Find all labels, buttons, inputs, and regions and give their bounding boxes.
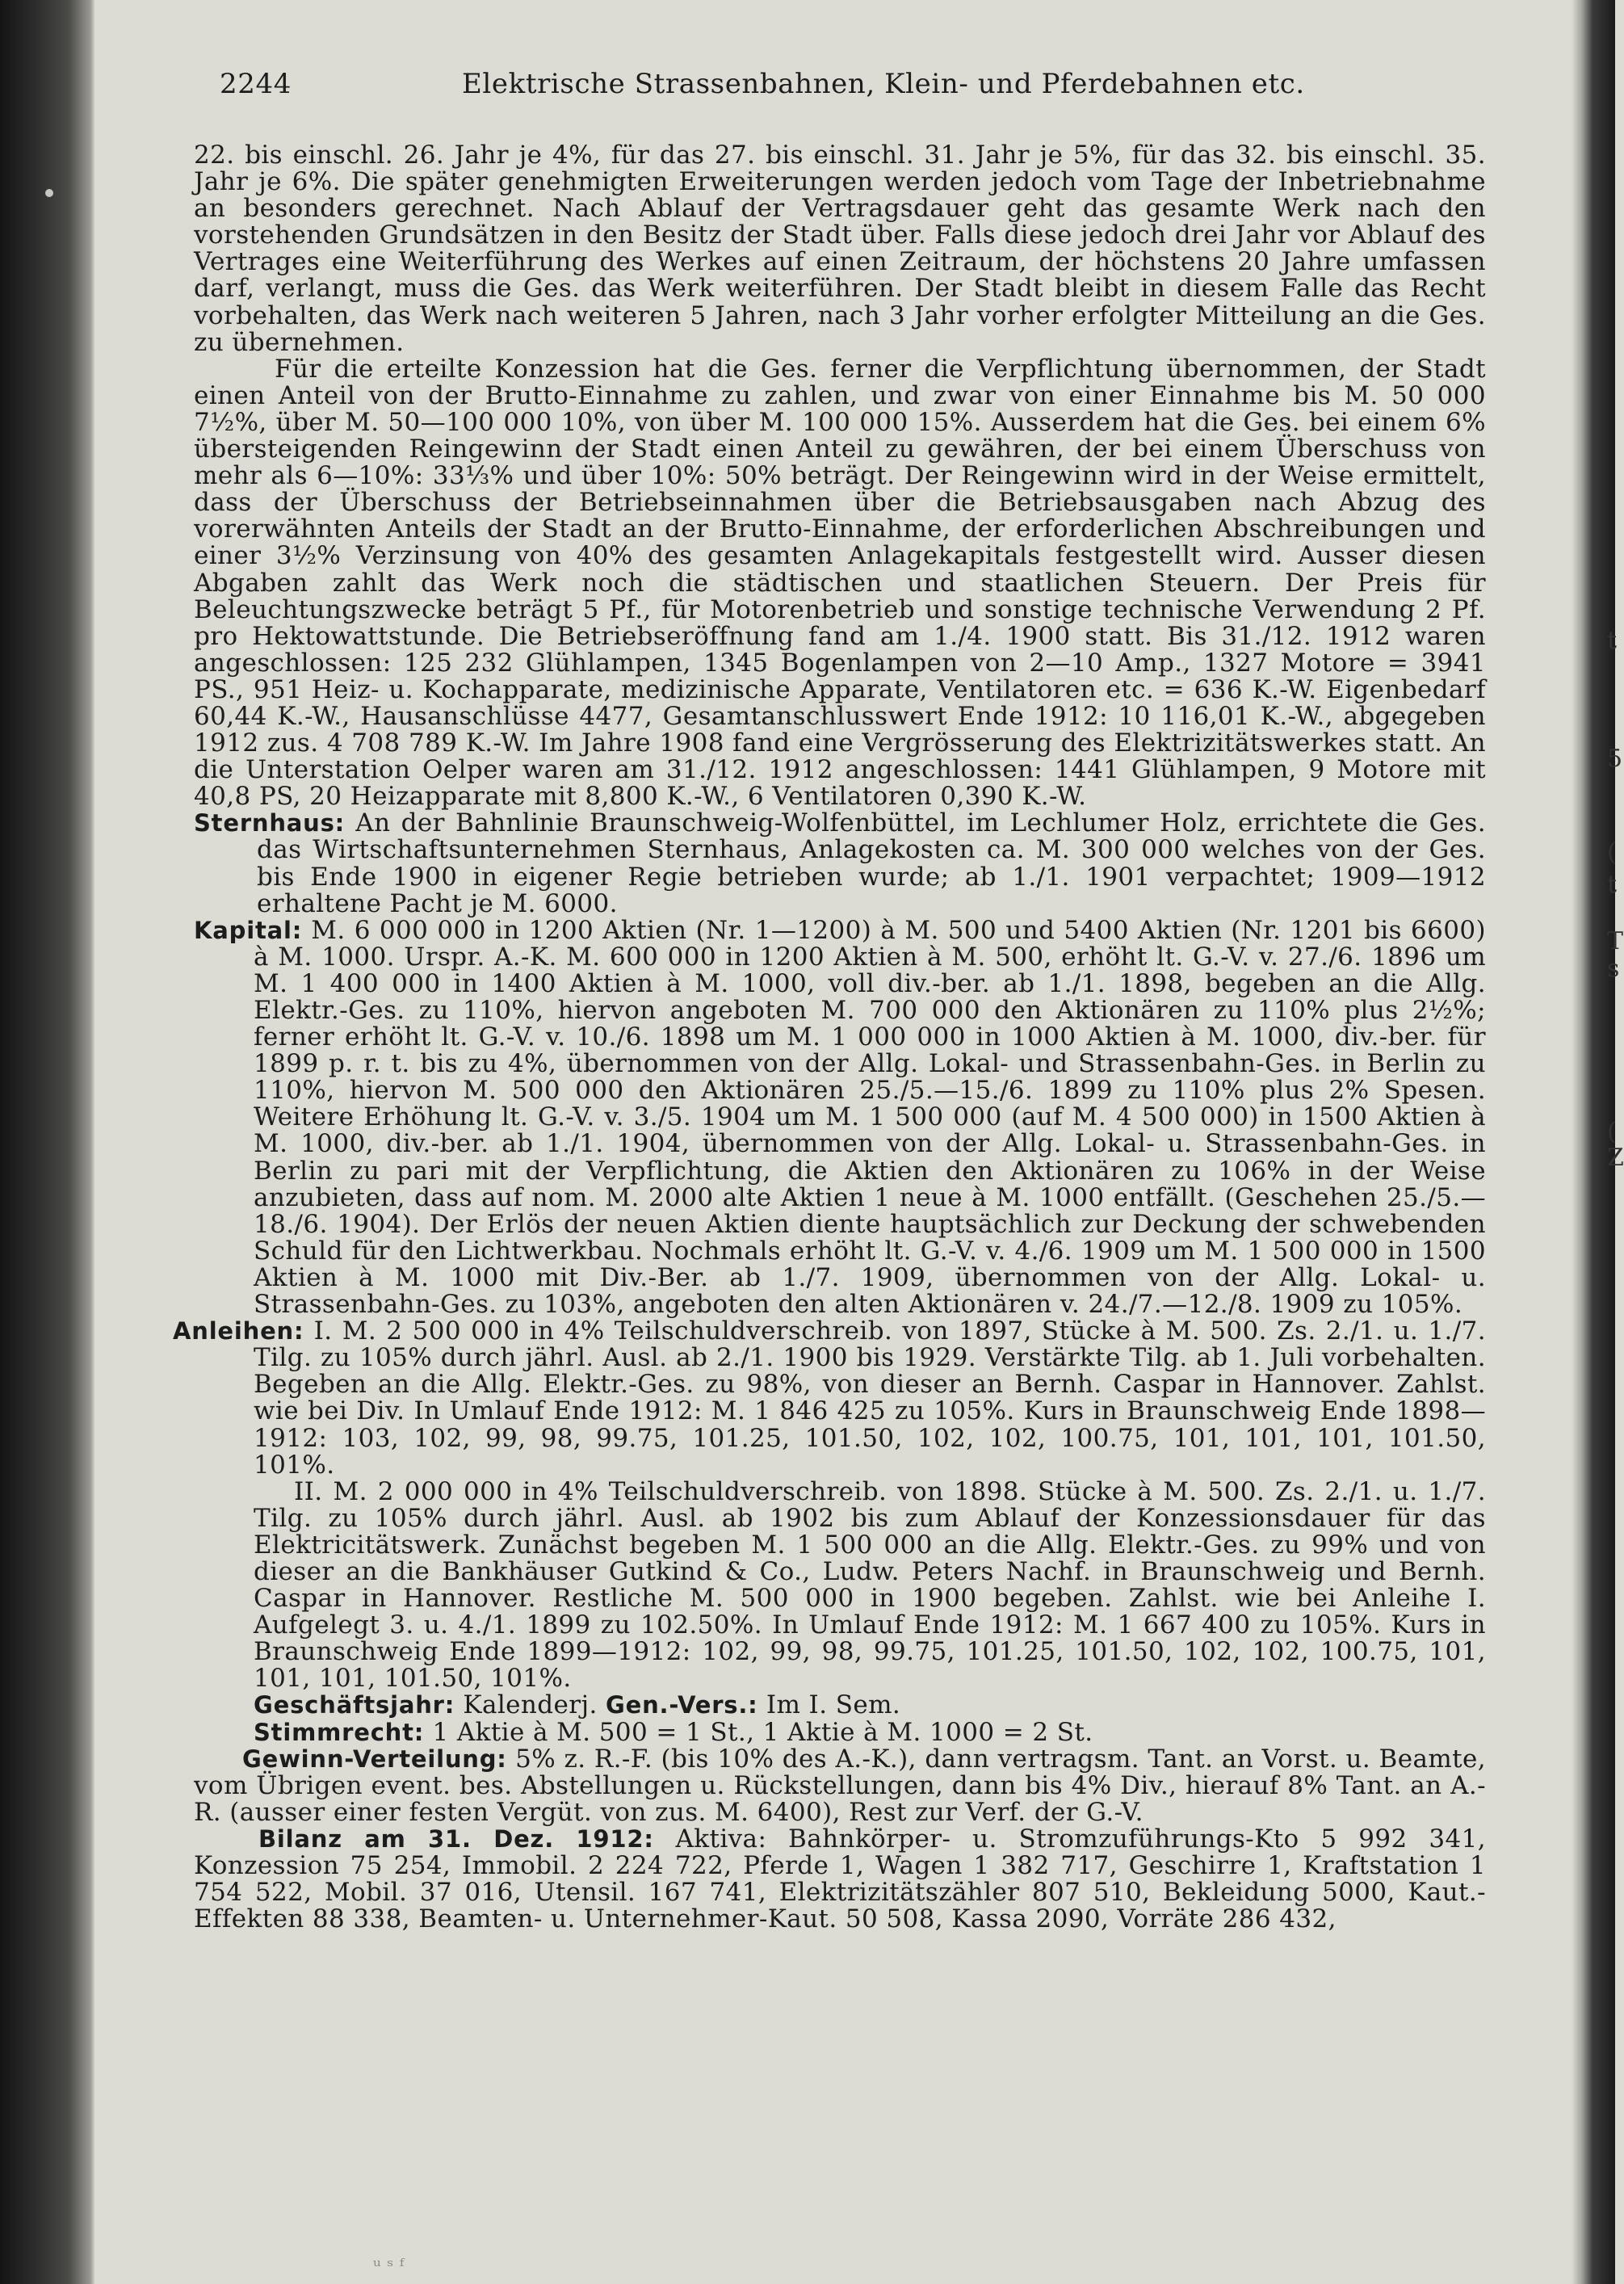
bottom-margin-mark: ᵘ ˢ ᶠ: [373, 2255, 405, 2278]
gewinn-verteilung-text: 5% z. R.-F. (bis 10% des A.-K.), dann vertragsm. Tant. an Vorst. u. Beamte, vom Übrigen event. bes. Abstellungen u. Rückstellungen, dann bis 4% Div., hierauf 8% Tant. an A.-R. (ausser einer festen Vergüt. von zus. M. 6400), Rest zur Verf. der G.-V.: [194, 1744, 1486, 1827]
intro-paragraph-1: 22. bis einschl. 26. Jahr je 4%, für das 27. bis einschl. 31. Jahr je 5%, für das 32. bis einschl. 35. Jahr je 6%. Die später genehmigten Erweiterungen werden jedoch vom Tage der Inbetriebnahme an besonders gerechnet. Nach Ablauf der Vertragsdauer geht das gesamte Werk nach den vorstehenden Grundsätzen in den Besitz der Stadt über. Falls diese jedoch drei Jahr vor Ablauf des Vertrages eine Weiterführung des Werkes auf einen Zeitraum, der höchstens 20 Jahre umfassen darf, verlangt, muss die Ges. das Werk weiterführen. Der Stadt bleibt in diesem Falle das Recht vorbehalten, das Werk nach weiteren 5 Jahren, nach 3 Jahr vorher erfolgter Mitteilung an die Ges. zu übernehmen.: [194, 141, 1486, 357]
gewinn-verteilung-label: Gewinn-Verteilung:: [242, 1744, 507, 1773]
bilanz-text: Aktiva: Bahnkörper- u. Stromzuführungs-Kto 5 992 341, Konzession 75 254, Immobil. 2 224 722, Pferde 1, Wagen 1 382 717, Geschirre 1, Kraftstation 1 754 522, Mobil. 37 016, Utensil. 167 741, Elektrizitätszähler 807 510, Bekleidung 5000, Kaut.-Effekten 88 338, Beamten- u. Unternehmer-Kaut. 50 508, Kassa 2090, Vorräte 286 432,: [194, 1824, 1486, 1934]
neighbour-page-fragment: 5: [1607, 745, 1623, 773]
bilanz-entry: [194, 1826, 1486, 1933]
geschaeftsjahr-entry: [194, 1692, 1486, 1719]
anleihen-text-i: I. M. 2 500 000 in 4% Teilschuldverschreib. von 1897, Stücke à M. 500. Zs. 2./1. u. 1./7. Tilg. zu 105% durch jährl. Ausl. ab 2./1. 1900 bis 1929. Verstärkte Tilg. ab 1. Juli vorbehalten. Begeben an die Allg. Elektr.-Ges. zu 98%, von dieser an Bernh. Caspar in Hannover. Zahlst. wie bei Div. In Umlauf Ende 1912: M. 1 846 425 zu 105%. Kurs in Braunschweig Ende 1898—1912: 103, 102, 99, 98, 99.75, 101.25, 101.50, 102, 102, 100.75, 101, 101, 101, 101.50, 101%.: [254, 1316, 1486, 1480]
stimmrecht-label: Stimmrecht:: [254, 1718, 425, 1746]
kapital-text: M. 6 000 000 in 1200 Aktien (Nr. 1—1200) à M. 500 und 5400 Aktien (Nr. 1201 bis 6600) à M. 1000. Urspr. A.-K. M. 600 000 in 1200 Aktien à M. 500, erhöht lt. G.-V. v. 27./6. 1896 um M. 1 400 000 in 1400 Aktien à M. 1000, voll div.-ber. ab 1./1. 1898, begeben an die Allg. Elektr.-Ges. zu 110%, hiervon angeboten M. 700 000 den Aktionären zu 110% plus 2½%; ferner erhöht lt. G.-V. v. 10./6. 1898 um M. 1 000 000 in 1000 Aktien à M. 1000, div.-ber. für 1899 p. r. t. bis zu 4%, übernommen von der Allg. Lokal- und Strassenbahn-Ges. in Berlin zu 110%, hiervon M. 500 000 den Aktionären 25./5.—15./6. 1899 zu 110% plus 2% Spesen. Weitere Erhöhung lt. G.-V. v. 3./5. 1904 um M. 1 500 000 (auf M. 4 500 000) in 1500 Aktien à M. 1000, div.-ber. ab 1./1. 1904, übernommen von der Allg. Lokal- u. Strassenbahn-Ges. in Berlin zu pari mit der Verpflichtung, die Aktien den Aktionären zu 106% in der Weise anzubieten, dass auf nom. M. 2000 alte Aktien 1 neue à M. 1000 entfällt. (Geschehen 25./5.—18./6. 1904). Der Erlös der neuen Aktien diente hauptsächlich zur Deckung der schwebenden Schuld für den Lichtwerkbau. Nochmals erhöht lt. G.-V. v. 4./6. 1909 um M. 1 500 000 in 1500 Aktien à M. 1000 mit Div.-Ber. ab 1./7. 1909, übernommen von der Allg. Lokal- u. Strassenbahn-Ges. zu 103%, angeboten den alten Aktionären v. 24./7.—12./8. 1909 zu 105%.: [254, 915, 1486, 1320]
sternhaus-label: Sternhaus:: [194, 809, 346, 838]
gen-vers-text: Im I. Sem.: [766, 1690, 901, 1720]
bilanz-label: Bilanz am 31. Dez. 1912:: [258, 1824, 654, 1853]
neighbour-page-fragment: t: [1607, 871, 1618, 899]
stimmrecht-text: 1 Aktie à M. 500 = 1 St., 1 Aktie à M. 1000 = 2 St.: [432, 1717, 1093, 1747]
anleihen-entry: [173, 1316, 1486, 1480]
neighbour-page-fragment: t: [1607, 627, 1618, 655]
neighbour-page-fragment: T: [1607, 927, 1624, 955]
gewinn-verteilung-entry: [194, 1746, 1486, 1826]
intro-paragraph-2: Für die erteilte Konzession hat die Ges. ferner die Verpflichtung übernommen, der Stadt einen Anteil von der Brutto-Einnahme zu zahlen, und zwar von einer Einnahme bis M. 50 000 7½%, über M. 50—100 000 10%, von über M. 100 000 15%. Ausserdem hat die Ges. bei einem 6% übersteigenden Reingewinn der Stadt einen Anteil zu gewähren, der bei einem Überschuss von mehr als 6—10%: 33⅓% und über 10%: 50% beträgt. Der Reingewinn wird in der Weise ermittelt, dass der Überschuss der Betriebseinnahmen über die Betriebsausgaben nach Abzug des vorerwähnten Anteils der Stadt an der Brutto-Einnahme, der erforderlichen Abschreibungen und einer 3½% Verzinsung von 40% des gesamten Anlagekapitals festgestellt wird. Ausser diesen Abgaben zahlt das Werk noch die städtischen und staatlichen Steuern. Der Preis für Beleuchtungszwecke beträgt 5 Pf., für Motorenbetrieb und sonstige technische Verwendung 2 Pf. pro Hektowattstunde. Die Betriebseröffnung fand am 1./4. 1900 statt. Bis 31./12. 1912 waren angeschlossen: 125 232 Glühlampen, 1345 Bogenlampen von 2—10 Amp., 1327 Motore = 3941 PS., 951 Heiz- u. Kochapparate, medizinische Apparate, Ventilatoren etc. = 636 K.-W. Eigenbedarf 60,44 K.-W., Hausanschlüsse 4477, Gesamtanschlusswert Ende 1912: 10 116,01 K.-W., abgegeben 1912 zus. 4 708 789 K.-W. Im Jahre 1908 fand eine Vergrösserung des Elektrizitätswerkes statt. An die Unterstation Oelper waren am 31./12. 1912 angeschlossen: 1441 Glühlampen, 9 Motore mit 40,8 PS, 20 Heizapparate mit 8,800 K.-W., 6 Ventilatoren 0,390 K.-W.: [194, 354, 1486, 812]
geschaeftsjahr-text: Kalenderj.: [463, 1690, 598, 1720]
kapital-label: Kapital:: [194, 916, 303, 944]
kapital-entry: [194, 917, 1486, 1318]
sternhaus-entry: [194, 810, 1486, 917]
page-header: [220, 68, 1544, 116]
anleihen-label: Anleihen:: [173, 1317, 304, 1346]
neighbour-page-fragment: (: [1607, 1118, 1617, 1146]
neighbour-page-fragment: (: [1607, 838, 1617, 867]
sternhaus-text: An der Bahnlinie Braunschweig-Wolfenbüttel, im Lechlumer Holz, errichtete die Ges. das Wirtschaftsunternehmen Sternhaus, Anlagekosten ca. M. 300 000 welches von der Ges. bis Ende 1900 in eigener Regie betrieben wurde; ab 1./1. 1901 verpachtet; 1909—1912 erhaltene Pacht je M. 6000.: [257, 808, 1486, 918]
page-body: [173, 141, 1486, 1934]
neighbour-page-fragment: s: [1607, 955, 1620, 983]
stimmrecht-entry: [194, 1719, 1486, 1746]
anleihen-ii-paragraph: II. M. 2 000 000 in 4% Teilschuldverschreib. von 1898. Stücke à M. 500. Zs. 2./1. u. 1./7. Tilg. zu 105% durch jährl. Ausl. ab 1902 bis zum Ablauf der Konzessionsdauer für das Elektricitätswerk. Zunächst begeben M. 1 500 000 an die Allg. Elektr.-Ges. zu 99% und von dieser an die Bankhäuser Gutkind & Co., Ludw. Peters Nachf. in Braunschweig und Bernh. Caspar in Hannover. Restliche M. 500 000 in 1900 begeben. Zahlst. wie bei Anleihe I. Aufgelegt 3. u. 4./1. 1899 zu 102.50%. In Umlauf Ende 1912: M. 1 667 400 zu 105%. Kurs in Braunschweig Ende 1899—1912: 102, 99, 98, 99.75, 101.25, 101.50, 102, 102, 100.75, 101, 101, 101, 101.50, 101%.: [254, 1476, 1486, 1694]
gen-vers-label: Gen.-Vers.:: [606, 1691, 758, 1719]
page-number: 2244: [220, 68, 292, 100]
neighbour-page-fragment: Z: [1607, 1144, 1624, 1172]
page-left-shadow: [0, 0, 95, 2284]
geschaeftsjahr-label: Geschäftsjahr:: [254, 1691, 455, 1719]
running-title: Elektrische Strassenbahnen, Klein- und Pferdebahnen etc.: [462, 68, 1305, 100]
binding-hole: [45, 189, 53, 197]
